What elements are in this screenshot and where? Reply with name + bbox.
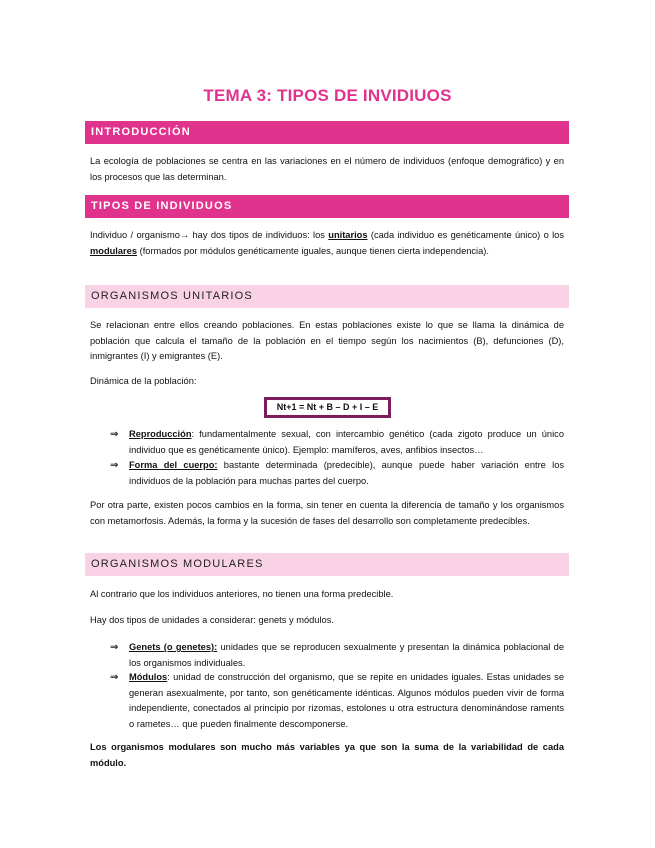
- bullet-label: Reproducción: [129, 429, 192, 439]
- term-unitarios: unitarios: [328, 230, 368, 240]
- population-dynamics-formula: Nt+1 = Nt + B – D + I – E: [264, 397, 391, 418]
- page-title: TEMA 3: TIPOS DE INVIDIUOS: [203, 86, 452, 105]
- bullet-label: Módulos: [129, 672, 168, 682]
- modulares-conclusion: Los organismos modulares son mucho más variables ya que son la suma de la variabilidad de cada módulo.: [90, 742, 564, 768]
- term-modulares: modulares: [90, 245, 138, 256]
- list-item-genets: ⇒ Genets (o genetes): unidades que se reproducen sexualmente y presentan la dinámica poblacional de los organismos individuales.: [110, 642, 564, 668]
- modulares-paragraph-1: Al contrario que los individuos anteriores, no tienen una forma predecible.: [90, 589, 394, 599]
- modulares-paragraph-2: Hay dos tipos de unidades a considerar: genets y módulos.: [90, 615, 334, 625]
- list-item-reproduccion: ⇒ Reproducción: fundamentalmente sexual, con intercambio genético (cada zigoto produce un único individuo que es genéticamente único). Ejemplo: mamíferos, aves, anfibios insectos…: [110, 429, 564, 455]
- double-right-arrow-icon: ⇒: [110, 460, 119, 471]
- bullet-label: Forma del cuerpo:: [129, 460, 218, 470]
- unitarios-paragraph-1: Se relacionan entre ellos creando poblaciones. En estas poblaciones existe lo que se llama la dinámica de población que calcula el tamaño de la población en el tiempo según los nacimientos (B), defunciones (D), inmigrantes (I) y emigrantes (E).: [90, 320, 564, 361]
- section-heading-modulares: ORGANISMOS MODULARES: [85, 553, 569, 576]
- tipos-paragraph: Individuo / organismo→ hay dos tipos de individuos: los unitarios (cada individuo es genéticamente único) o los modulares (formados por módulos genéticamente iguales, aunque tienen cierta independencia).: [90, 230, 564, 256]
- bullet-label: Genets (o genetes):: [129, 642, 218, 652]
- unitarios-paragraph-2: Dinámica de la población:: [90, 376, 197, 386]
- list-item-forma-del-cuerpo: ⇒ Forma del cuerpo: bastante determinada (predecible), aunque puede haber variación entre los individuos de la población para muchas partes del cuerpo.: [110, 460, 565, 486]
- section-heading-unitarios: ORGANISMOS UNITARIOS: [85, 285, 569, 308]
- unitarios-paragraph-3: Por otra parte, existen pocos cambios en la forma, sin tener en cuenta la diferencia de tamaño y los organismos con metamorfosis. Además, la forma y la sucesión de fases del desarrollo son completamente predecibles.: [90, 500, 564, 526]
- intro-paragraph: La ecología de poblaciones se centra en las variaciones en el número de individuos (enfoque demográfico) y en los procesos que las determinan.: [90, 156, 564, 182]
- double-right-arrow-icon: ⇒: [110, 642, 119, 653]
- double-right-arrow-icon: ⇒: [110, 429, 119, 440]
- section-heading-tipos: TIPOS DE INDIVIDUOS: [85, 195, 569, 218]
- list-item-modulos: ⇒ Módulos: unidad de construcción del organismo, que se repite en unidades iguales. Estas unidades se generan asexualmente, por tanto, son genéticamente idénticas. Algunos módulos pueden vivir de forma independiente, conectados al principio por rizomas, estolones u otra estructura denominándose raments o rametes… que pueden finalmente descomponerse.: [110, 672, 564, 729]
- section-heading-introduccion: INTRODUCCIÓN: [85, 121, 569, 144]
- double-right-arrow-icon: ⇒: [110, 672, 119, 683]
